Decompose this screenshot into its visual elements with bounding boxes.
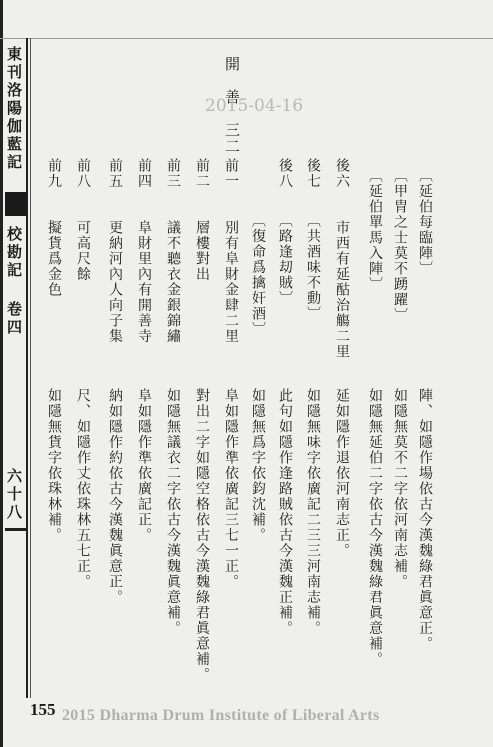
top-rule — [0, 38, 493, 39]
entry-upper: 前三 議不聽衣金銀錦繡 — [165, 158, 181, 344]
entry-note: 對出二字如隱空格依古今漢魏綠君眞意補。 — [194, 388, 210, 683]
section-heading: 開 善 三二 — [223, 56, 241, 155]
watermark-footer: 2015 Dharma Drum Institute of Liberal Arts — [62, 707, 380, 724]
entry-upper: 前四 阜財里內有開善寺 — [136, 158, 152, 344]
entry-note: 尺、如隱作丈依珠林五七正。 — [75, 388, 91, 590]
entry-upper: 前八 可高尺餘 — [75, 158, 91, 282]
entry-note: 如隱無莫不二字依河南志補。 — [392, 388, 408, 590]
entry-note: 如隱無爲字依鈞沈補。 — [250, 388, 266, 543]
side-subtitle: 校勘記 卷四 — [5, 226, 23, 337]
entry-upper: 前九 擬貨爲金色 — [46, 158, 62, 298]
entry-note: 陣、如隱作場依古今漢魏綠君眞意正。 — [417, 388, 433, 652]
entry-upper: 前五 更納河內人向子集 — [107, 158, 123, 344]
entry-upper: 〔延伯單馬入陣〕 — [367, 168, 383, 292]
entry-note: 阜如隱作準依廣記三七一正。 — [223, 388, 239, 590]
entry-note: 延如隱作退依河南志正。 — [334, 388, 350, 559]
side-separator — [5, 528, 27, 531]
spine-rule — [26, 38, 28, 698]
entry-note: 阜如隱作準依廣記正。 — [136, 388, 152, 543]
side-title: 東刊洛陽伽藍記 — [5, 46, 23, 172]
page-number: 155 — [30, 700, 56, 719]
side-marker — [5, 192, 27, 216]
left-border — [0, 0, 3, 747]
entry-upper: 前一 別有阜財金肆二里 — [223, 158, 239, 344]
entry-note: 如隱無議衣二字依古今漢魏眞意補。 — [165, 388, 181, 636]
entry-upper: 後八 〔路逢刧賊〕 — [277, 158, 293, 306]
entry-upper: 後七 〔共酒味不動〕 — [305, 158, 321, 322]
spine-rule-inner — [30, 38, 31, 698]
entry-upper: 〔復命爲擒奸酒〕 — [250, 158, 266, 337]
side-pagecount: 六十八 — [5, 468, 23, 522]
entry-upper: 〔延伯每臨陣〕 — [417, 168, 433, 277]
entry-upper: 後六 市西有延酤治觴二里 — [334, 158, 350, 360]
entry-upper: 〔甲胄之士莫不踴躍〕 — [392, 168, 408, 323]
entry-upper: 前二 層樓對出 — [194, 158, 210, 282]
watermark-date: 2015-04-16 — [205, 96, 304, 116]
entry-note: 如隱無延伯二字依古今漢魏綠君眞意補。 — [367, 388, 383, 667]
entry-note: 納如隱作約依古今漢魏眞意正。 — [107, 388, 123, 605]
entry-note: 如隱無貨字依珠林補。 — [46, 388, 62, 543]
entry-note: 如隱無味字依廣記二三三河南志補。 — [305, 388, 321, 636]
entry-note: 此句如隱作逢路賊依古今漢魏正補。 — [277, 388, 293, 636]
